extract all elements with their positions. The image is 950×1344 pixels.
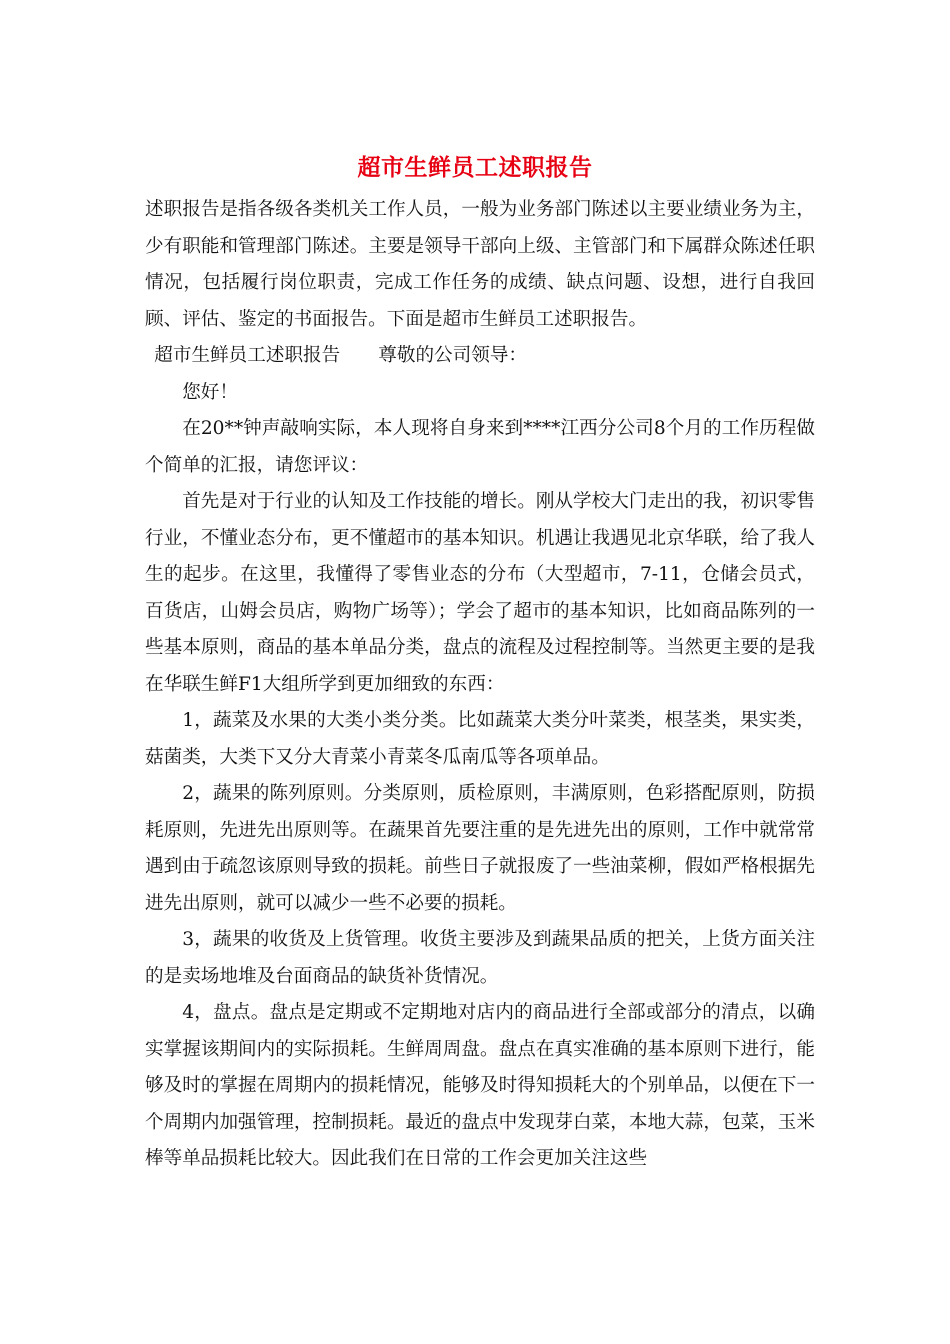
list-item: 4，盘点。盘点是定期或不定期地对店内的商品进行全部或部分的清点，以确实掌握该期间内的实际损耗。生鲜周周盘。盘点在真实准确的基本原则下进行，能够及时的掌握在周期内的损耗情况，能够及时得知损耗大的个别单品，以便在下一个周期内加强管理，控制损耗。最近的盘点中发现芽白菜，本地大蒜，包菜，玉米棒等单品损耗比较大。因此我们在日常的工作会更加关注这些 xyxy=(145,1002,815,1169)
body-paragraph: 在20**钟声敲响实际，本人现将自身来到****江西分公司8个月的工作历程做个简单的汇报，请您评议： xyxy=(145,418,815,476)
list-item: 3，蔬果的收货及上货管理。收货主要涉及到蔬果品质的把关，上货方面关注的是卖场地堆及台面商品的缺货补货情况。 xyxy=(145,929,815,987)
report-name: 超市生鲜员工述职报告 xyxy=(154,345,341,366)
body-paragraph: 首先是对于行业的认知及工作技能的增长。刚从学校大门走出的我，初识零售行业，不懂业态分布，更不懂超市的基本知识。机遇让我遇见北京华联，给了我人生的起步。在这里，我懂得了零售业态的分布（大型超市，7-11，仓储会员式，百货店，山姆会员店，购物广场等）；学会了超市的基本知识，比如商品陈列的一些基本原则，商品的基本单品分类，盘点的流程及过程控制等。当然更主要的是我在华联生鲜F1大组所学到更加细致的东西： xyxy=(145,491,815,695)
document-body xyxy=(145,192,815,1178)
list-item: 2，蔬果的陈列原则。分类原则，质检原则，丰满原则，色彩搭配原则，防损耗原则，先进先出原则等。在蔬果首先要注重的是先进先出的原则，工作中就常常遇到由于疏忽该原则导致的损耗。前些日子就报废了一些油菜柳，假如严格根据先进先出原则，就可以减少一些不必要的损耗。 xyxy=(145,783,815,914)
salutation: 尊敬的公司领导： xyxy=(378,345,528,366)
greeting: 您好！ xyxy=(182,381,238,403)
document-title: 超市生鲜员工述职报告 xyxy=(357,154,593,181)
heading-line xyxy=(145,338,815,375)
list-item: 1，蔬菜及水果的大类小类分类。比如蔬菜大类分叶菜类，根茎类，果实类，菇菌类，大类下又分大青菜小青菜冬瓜南瓜等各项单品。 xyxy=(145,710,815,768)
intro-paragraph: 述职报告是指各级各类机关工作人员，一般为业务部门陈述以主要业绩业务为主，少有职能和管理部门陈述。主要是领导干部向上级、主管部门和下属群众陈述任职情况，包括履行岗位职责，完成工作任务的成绩、缺点问题、设想，进行自我回顾、评估、鉴定的书面报告。下面是超市生鲜员工述职报告。 xyxy=(145,199,815,330)
